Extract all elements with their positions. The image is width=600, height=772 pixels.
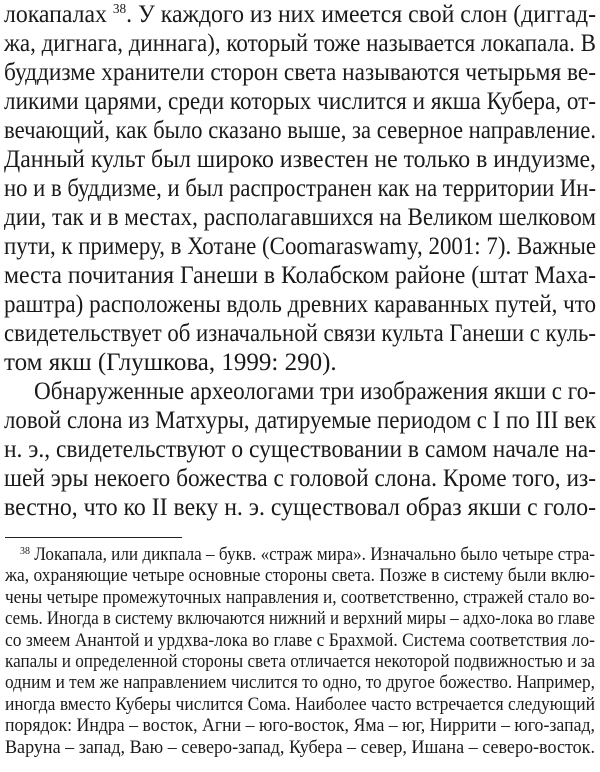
line-text: Обнаруженные археологами три изображения якши с го-: [34, 378, 596, 405]
footnote-line: [5, 651, 595, 672]
line-text: жа, охраняющие четыре основные стороны света. Позже в систему были вклю-: [5, 565, 595, 587]
line-text: вестно, что ко II веку н. э. существовал образ якши с голо-: [4, 494, 596, 521]
footnote-line: [5, 565, 595, 586]
line-text: капалы и определенной стороны света отличается некоторой подвижностью и за: [5, 650, 595, 672]
main-text: [4, 0, 596, 522]
line-text: семь. Иногда в систему включаются нижний и верхний миры – адхо-лока во главе: [5, 608, 595, 630]
text-line: [4, 377, 596, 406]
footnote-number: 38: [20, 545, 30, 557]
line-text: одним и тем же направлением числится то одно, то другое божество. Например,: [5, 672, 595, 694]
line-text: . У каждого из них имеется свой слон (диггад-: [126, 1, 597, 28]
footnote-line: [5, 672, 595, 693]
text-line: [4, 232, 596, 261]
line-text: дии, так и в местах, располагавшихся на Великом шелковом: [4, 204, 596, 231]
text-line: [4, 0, 596, 29]
line-text: локапалах: [4, 1, 113, 28]
text-line: [4, 435, 596, 464]
line-text: [4, 0, 596, 29]
text-line: [4, 203, 596, 232]
line-text: ловой слона из Матхуры, датируемые периодом с I по III век: [4, 407, 596, 434]
line-text: буддизме хранители сторон света называются четырьмя ве-: [4, 59, 596, 86]
footnote-line: [5, 715, 595, 736]
line-text: шей эры некоего божества с головой слона. Кроме того, из-: [4, 465, 596, 492]
footnote-line: [5, 630, 595, 651]
footnote-line: [5, 694, 595, 715]
footnote-line: [5, 587, 595, 608]
line-text: Данный культ был широко известен не только в индуизме,: [4, 146, 596, 173]
text-line: [4, 87, 596, 116]
text-line: [4, 261, 596, 290]
footnote-line: [5, 608, 595, 629]
line-text: свидетельствует об изначальной связи культа Ганеши с куль-: [4, 320, 596, 347]
text-line: [4, 290, 596, 319]
line-text: но и в буддизме, и был распространен как на территории Ин-: [4, 175, 596, 202]
text-line: [4, 174, 596, 203]
line-text: чены четыре промежуточных направления и, соответственно, стражей стало во-: [5, 586, 595, 608]
line-text: со змеем Анантой и урдхва-лока во главе с Брахмой. Система соответствия ло-: [5, 629, 595, 651]
footnote-ref[interactable]: 38: [112, 2, 127, 17]
footnote-line: [5, 737, 595, 758]
text-line: [4, 493, 596, 522]
line-text: ликими царями, среди которых числится и якша Кубера, от-: [4, 88, 596, 115]
line-text: н. э., свидетельствуют о существовании в самом начале на-: [4, 436, 596, 463]
line-text: жа, дигнага, диннага), который тоже называется локапала. В: [4, 30, 596, 57]
line-text: том якш (Глушкова, 1999: 290).: [4, 349, 337, 376]
line-text: [20, 544, 595, 565]
text-line: [4, 29, 596, 58]
footnote-line: [5, 544, 595, 565]
line-text: порядок: Индра – восток, Агни – юго-восток, Яма – юг, Ниррити – юго-запад,: [5, 715, 595, 737]
text-line: [4, 116, 596, 145]
line-text: иногда вместо Куберы числится Сома. Наиболее часто встречается следующий: [5, 693, 595, 715]
line-text: Локапала, или дикпала – букв. «страж мира». Изначально было четыре стра-: [29, 544, 596, 565]
line-text: места почитания Ганеши в Колабском районе (штат Маха-: [4, 262, 596, 289]
text-line: [4, 348, 596, 377]
text-line: [4, 406, 596, 435]
text-line: [4, 145, 596, 174]
line-text: раштра) расположены вдоль древних караванных путей, что: [4, 291, 596, 318]
line-text: Варуна – запад, Ваю – северо-запад, Кубера – север, Ишана – северо-восток.: [5, 736, 595, 758]
footnote: [5, 544, 595, 758]
footnote-divider: [5, 537, 182, 538]
text-line: [4, 319, 596, 348]
line-text: вечающий, как было сказано выше, за северное направление.: [4, 117, 596, 144]
text-line: [4, 58, 596, 87]
line-text: пути, к примеру, в Хотане (Coomaraswamy, 2001: 7). Важные: [4, 233, 596, 260]
text-line: [4, 464, 596, 493]
